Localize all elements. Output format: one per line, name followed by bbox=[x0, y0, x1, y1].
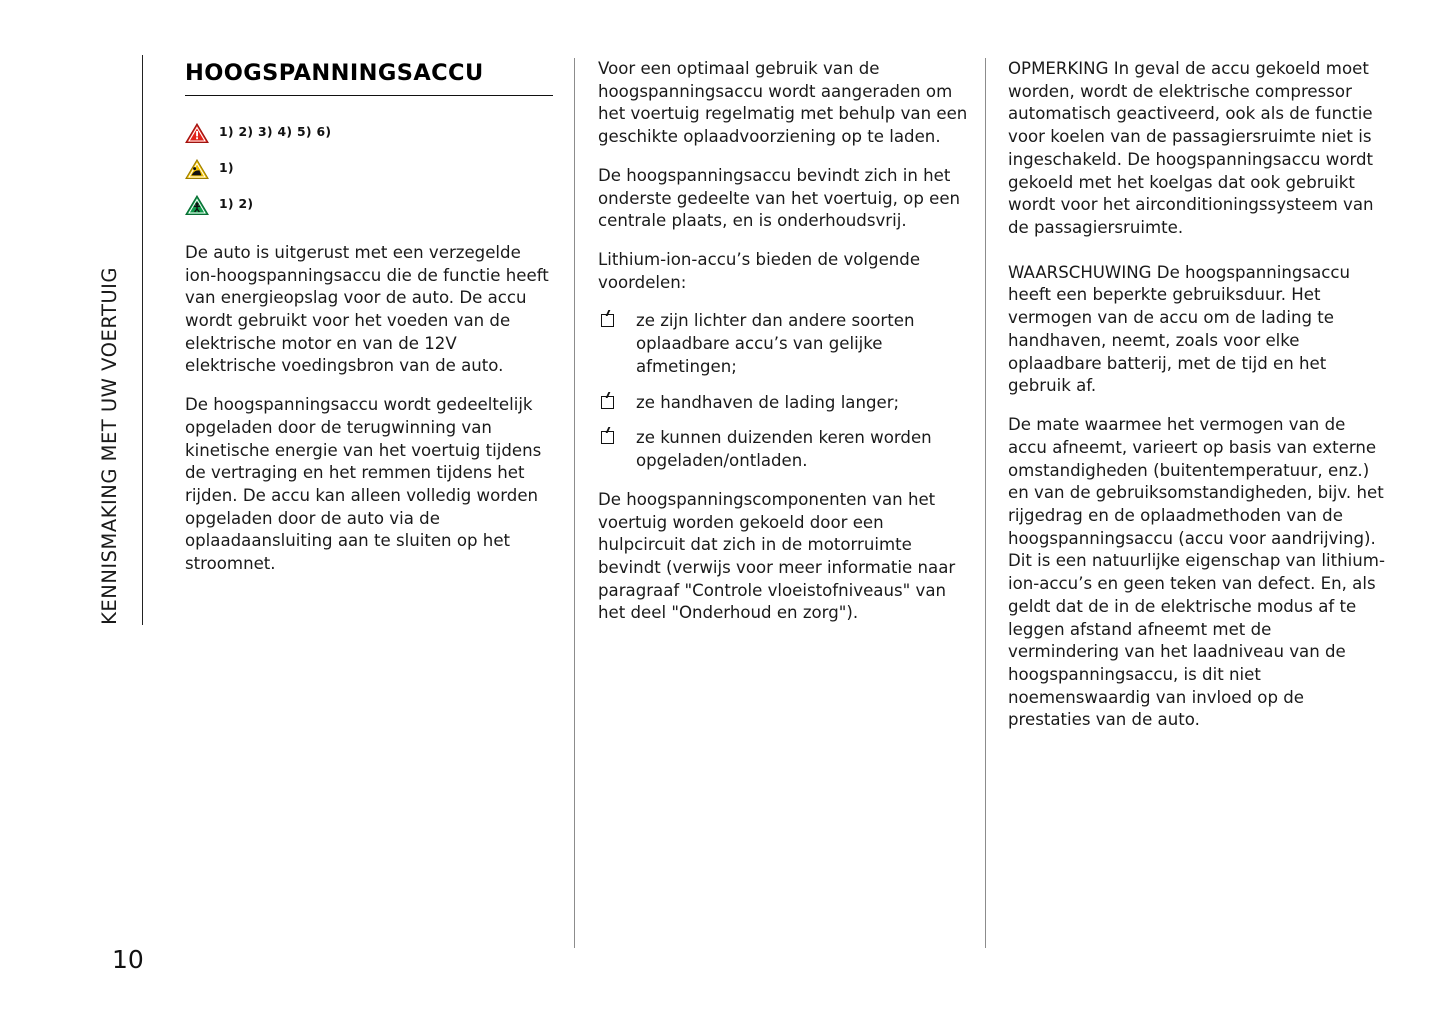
list-item-label: ze kunnen duizenden keren worden opgeladen/ontladen. bbox=[636, 428, 932, 471]
title-underline bbox=[185, 95, 553, 96]
symbol-refs: 1) 2) bbox=[219, 196, 254, 212]
list-item bbox=[598, 427, 968, 472]
warning-label: WAARSCHUWING bbox=[1008, 262, 1152, 282]
symbol-row bbox=[185, 158, 553, 180]
content-column-2 bbox=[598, 58, 968, 641]
page-number: 10 bbox=[112, 945, 144, 974]
note-paragraph bbox=[1008, 58, 1386, 240]
square-bullet-icon bbox=[601, 396, 614, 409]
chapter-side-tab bbox=[96, 55, 143, 625]
note-text: In geval de accu gekoeld moet worden, wordt de elektrische compressor automatisch geactiveerd, ook als de functie voor koelen van de passagiersruimte niet is ingeschakeld. De hoogspanningsaccu wordt gekoeld met het koelgas dat ook gebruikt wordt voor het airconditioningssysteem van de passagiersruimte. bbox=[1008, 59, 1374, 238]
warning-text: De hoogspanningsaccu heeft een beperkte gebruiksduur. Het vermogen van de accu om de lading te handhaven, neemt, zoals voor elke oplaadbare batterij, met de tijd en het gebruik af. bbox=[1008, 262, 1351, 396]
symbol-refs: 1) 2) 3) 4) 5) 6) bbox=[219, 124, 332, 140]
symbol-reference-list bbox=[185, 122, 553, 216]
symbol-row bbox=[185, 194, 553, 216]
warning-triangle-yellow-icon bbox=[185, 158, 209, 180]
advantages-list bbox=[598, 310, 968, 472]
body-paragraph: De auto is uitgerust met een verzegelde ion-hoogspanningsaccu die de functie heeft van energieopslag voor de auto. De accu wordt gebruikt voor het voeden van de elektrische motor en van de 12V elektrische voedingsbron van de auto. bbox=[185, 242, 549, 376]
body-paragraph: De hoogspanningscomponenten van het voertuig worden gekoeld door een hulpcircuit dat zich in de motorruimte bevindt (verwijs voor meer informatie naar paragraaf "Controle vloeistofniveaus" van het deel "Onderhoud en zorg"). bbox=[598, 489, 956, 623]
chapter-side-tab-label: KENNISMAKING MET UW VOERTUIG bbox=[98, 267, 121, 625]
body-paragraph: De hoogspanningsaccu wordt gedeeltelijk opgeladen door de terugwinning van kinetische energie van het voertuig tijdens de vertraging en het remmen tijdens het rijden. De accu kan alleen volledig worden opgeladen door de auto via de oplaadaansluiting aan te sluiten op het stroomnet. bbox=[185, 395, 542, 574]
body-paragraph: Lithium-ion-accu’s bieden de volgende voordelen: bbox=[598, 250, 921, 292]
content-column-1 bbox=[185, 58, 553, 592]
body-paragraph: De hoogspanningsaccu bevindt zich in het onderste gedeelte van het voertuig, op een centrale plaats, en is onderhoudsvrij. bbox=[598, 165, 961, 231]
list-item-label: ze zijn lichter dan andere soorten oplaadbare accu’s van gelijke afmetingen; bbox=[636, 311, 915, 376]
note-label: OPMERKING bbox=[1008, 59, 1109, 78]
page-title: HOOGSPANNINGSACCU bbox=[185, 60, 484, 86]
list-item bbox=[598, 310, 968, 378]
symbol-refs: 1) bbox=[219, 160, 234, 176]
column-divider-2 bbox=[985, 58, 986, 948]
warning-triangle-green-icon bbox=[185, 194, 209, 216]
column-divider-1 bbox=[574, 58, 575, 948]
list-item bbox=[598, 392, 968, 415]
list-item-label: ze handhaven de lading langer; bbox=[636, 392, 900, 412]
body-paragraph: Voor een optimaal gebruik van de hoogspanningsaccu wordt aangeraden om het voertuig regelmatig met behulp van een geschikte oplaadvoorziening op te laden. bbox=[598, 59, 968, 147]
square-bullet-icon bbox=[601, 431, 614, 444]
warning-paragraph-2: De mate waarmee het vermogen van de accu afneemt, varieert op basis van externe omstandigheden (buitentemperatuur, enz.) en van de gebruiksomstandigheden, bijv. het rijgedrag en de oplaadmethoden van de hoogspanningsaccu (accu voor aandrijving). Dit is een natuurlijke eigenschap van lithium-ion-accu’s en geen teken van defect. En, als geldt dat de in de elektrische modus af te leggen afstand afneemt met de vermindering van het laadniveau van de hoogspanningsaccu, is dit niet noemenswaardig van invloed op de prestaties van de auto. bbox=[1008, 415, 1385, 730]
square-bullet-icon bbox=[601, 314, 614, 327]
content-column-3 bbox=[1008, 58, 1386, 748]
warning-paragraph bbox=[1008, 262, 1386, 398]
symbol-row bbox=[185, 122, 553, 144]
warning-triangle-red-icon bbox=[185, 122, 209, 144]
